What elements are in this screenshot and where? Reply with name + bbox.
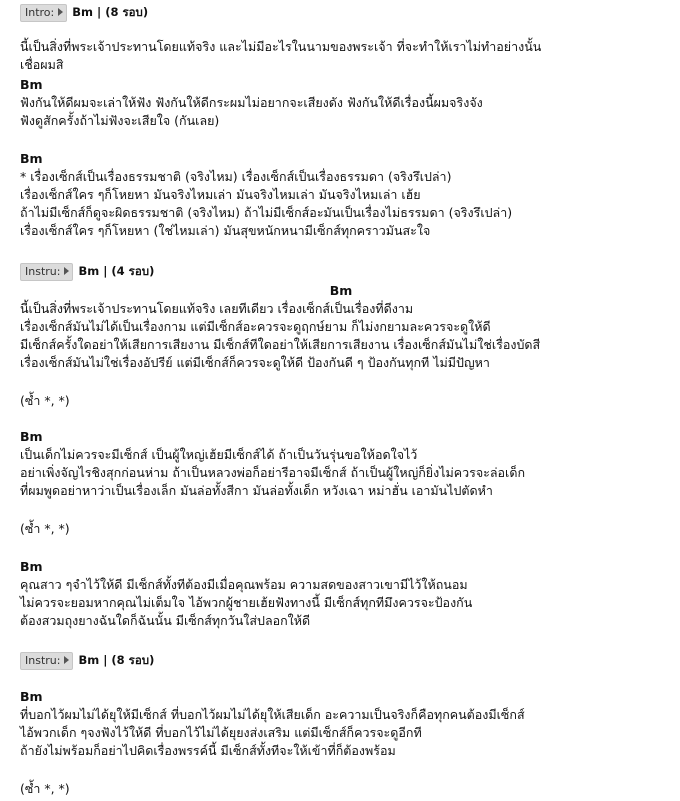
lyric-line: มีเซ็กส์ครั้งใดอย่าให้เสียการเสียงาน มีเซ็กส์ทีใดอย่าให้เสียการเสียงาน เรื่องเซ็กส์มันไม่ใช่เรื่องบัดสี — [20, 337, 541, 352]
instru2-badge-label: Instru: — [25, 653, 61, 667]
lyric-line: นี้เป็นสิ่งที่พระเจ้าประทานโดยแท้จริง และไม่มีอะไรในนามของพระเจ้า ที่จะทำให้เราไม่ทำอย่างนั้น — [20, 39, 542, 54]
instru2-info: Bm | (8 รอบ) — [78, 652, 155, 667]
lyric-line: คุณสาว ๆจำไว้ให้ดี มีเซ็กส์ทั้งทีต้องมีเมื่อคุณพร้อม ความสดของสาวเขามีไว้ให้ถนอม — [20, 577, 468, 592]
instru2-badge[interactable] — [20, 652, 73, 670]
verse2 — [20, 282, 672, 372]
lyric-line: ฟังดูสักครั้งถ้าไม่ฟังจะเสียใจ (กันเลย) — [20, 113, 220, 128]
verse4 — [20, 558, 672, 630]
repeat-marker: (ซ้ำ *, *) — [20, 521, 70, 536]
lyric-line: * เรื่องเซ็กส์เป็นเรื่องธรรมชาติ (จริงไหม) เรื่องเซ็กส์เป็นเรื่องธรรมดา (จริงรึเปล่า) — [20, 169, 452, 184]
lyric-line: ฟังกันให้ดีผมจะเล่าให้ฟัง ฟังกันให้ดีกระผมไม่อยากจะเสียงดัง ฟังกันให้ดีเรื่องนี้ผมจริงจัง — [20, 95, 483, 110]
instru2-row — [20, 650, 154, 668]
instru1-info: Bm | (4 รอบ) — [78, 263, 155, 278]
play-icon — [64, 656, 69, 664]
verse3 — [20, 428, 672, 500]
intro-badge[interactable] — [20, 4, 67, 22]
repeat1 — [20, 392, 672, 410]
lyric-line: เรื่องเซ็กส์มันไม่ได้เป็นเรื่องกาม แต่มีเซ็กส์อะควรจะดูฤกษ์ยาม ก็ไม่งกยามละควรจะดูให้ดี — [20, 319, 491, 334]
chorus — [20, 150, 672, 240]
chord-label: Bm — [20, 689, 43, 704]
intro-badge-label: Intro: — [25, 5, 55, 19]
lyric-line: ต้องสวมถุงยางฉันใดก็ฉันนั้น มีเซ็กส์ทุกวันใส่ปลอกให้ดี — [20, 613, 311, 628]
chord-label: Bm — [20, 77, 43, 92]
lyric-line: ไอ้พวกเด็ก ๆจงฟังไว้ให้ดี ที่บอกไว้ไม่ได้ยุยงส่งเสริม แต่มีเซ็กส์ก็ควรจะดูอีกที — [20, 725, 422, 740]
verse5 — [20, 688, 672, 760]
lyric-line: นี้เป็นสิ่งที่พระเจ้าประทานโดยแท้จริง เลยทีเดียว เรื่องเซ็กส์เป็นเรื่องที่ดีงาม — [20, 301, 414, 316]
repeat3 — [20, 780, 672, 798]
chord-label: Bm — [20, 429, 43, 444]
chord-label: Bm — [20, 559, 43, 574]
repeat-marker: (ซ้ำ *, *) — [20, 393, 70, 408]
lyric-line: เชื่อผมสิ — [20, 57, 64, 72]
chord-label: Bm — [329, 283, 353, 298]
lyric-line: อย่าเพิ่งจัญไรชิงสุกก่อนห่าม ถ้าเป็นหลวงพ่อก็อย่ารีอาจมีเซ็กส์ ถ้าเป็นผู้ใหญ่ก็ยิ่งไม่ควรจะล่อเด็ก — [20, 465, 526, 480]
lyric-line: เป็นเด็กไม่ควรจะมีเซ็กส์ เป็นผู้ใหญ่เฮ้ยมีเซ็กส์ได้ ถ้าเป็นวันรุ่นขอให้อดใจไว้ — [20, 447, 418, 462]
repeat2 — [20, 520, 672, 538]
instru1-row — [20, 261, 154, 279]
instru1-badge[interactable] — [20, 263, 73, 281]
lyric-line: เรื่องเซ็กส์ใคร ๆก็โหยหา มันจริงไหมเล่า มันจริงไหมเล่า มันจริงไหมเล่า เฮ้ย — [20, 187, 421, 202]
verse1 — [20, 76, 672, 130]
instru1-badge-label: Instru: — [25, 264, 61, 278]
chord-label: Bm — [20, 151, 43, 166]
lyric-line: ที่ผมพูดอย่าหาว่าเป็นเรื่องเล็ก มันล่อทั้งสีกา มันล่อทั้งเด็ก หวังเฉา หม่าฮั่น เอามันไปตัดหำ — [20, 483, 493, 498]
intro-info: Bm | (8 รอบ) — [72, 4, 149, 19]
lyric-line: ที่บอกไว้ผมไม่ได้ยุให้มีเซ็กส์ ที่บอกไว้ผมไม่ได้ยุให้เสียเด็ก อะความเป็นจริงก็คือทุกคนต้องมีเซ็กส์ — [20, 707, 525, 722]
intro-row — [20, 2, 148, 20]
lyric-line: เรื่องเซ็กส์ใคร ๆก็โหยหา (ใช่ไหมเล่า) มันสุขหนักหนามีเซ็กส์ทุกคราวมันสะใจ — [20, 223, 431, 238]
lyric-line: เรื่องเซ็กส์มันไม่ใช่เรื่องอัปรีย์ แต่มีเซ็กส์ก็ควรจะดูให้ดี ป้องกันดี ๆ ป้องกันทุกที ไม่มีปัญหา — [20, 355, 490, 370]
play-icon — [58, 8, 63, 16]
lyric-line: ถ้าไม่มีเซ็กส์ก็ดูจะผิดธรรมชาติ (จริงไหม) ถ้าไม่มีเซ็กส์อะมันเป็นเรื่องไม่ธรรมดา (จริงรึเปล่า) — [20, 205, 513, 220]
repeat-marker: (ซ้ำ *, *) — [20, 781, 70, 796]
lyric-line: ไม่ควรจะยอมหากคุณไม่เต็มใจ ไอ้พวกผู้ชายเฮ้ยฟังทางนี้ มีเซ็กส์ทุกทีมึงควรจะป้องกัน — [20, 595, 473, 610]
intro-lines — [20, 38, 672, 74]
lyric-line: ถ้ายังไม่พร้อมก็อย่าไปคิดเรื่องพรรค์นี้ มีเซ็กส์ทั้งทีจะให้เข้าที่ก็ต้องพร้อม — [20, 743, 396, 758]
play-icon — [64, 267, 69, 275]
